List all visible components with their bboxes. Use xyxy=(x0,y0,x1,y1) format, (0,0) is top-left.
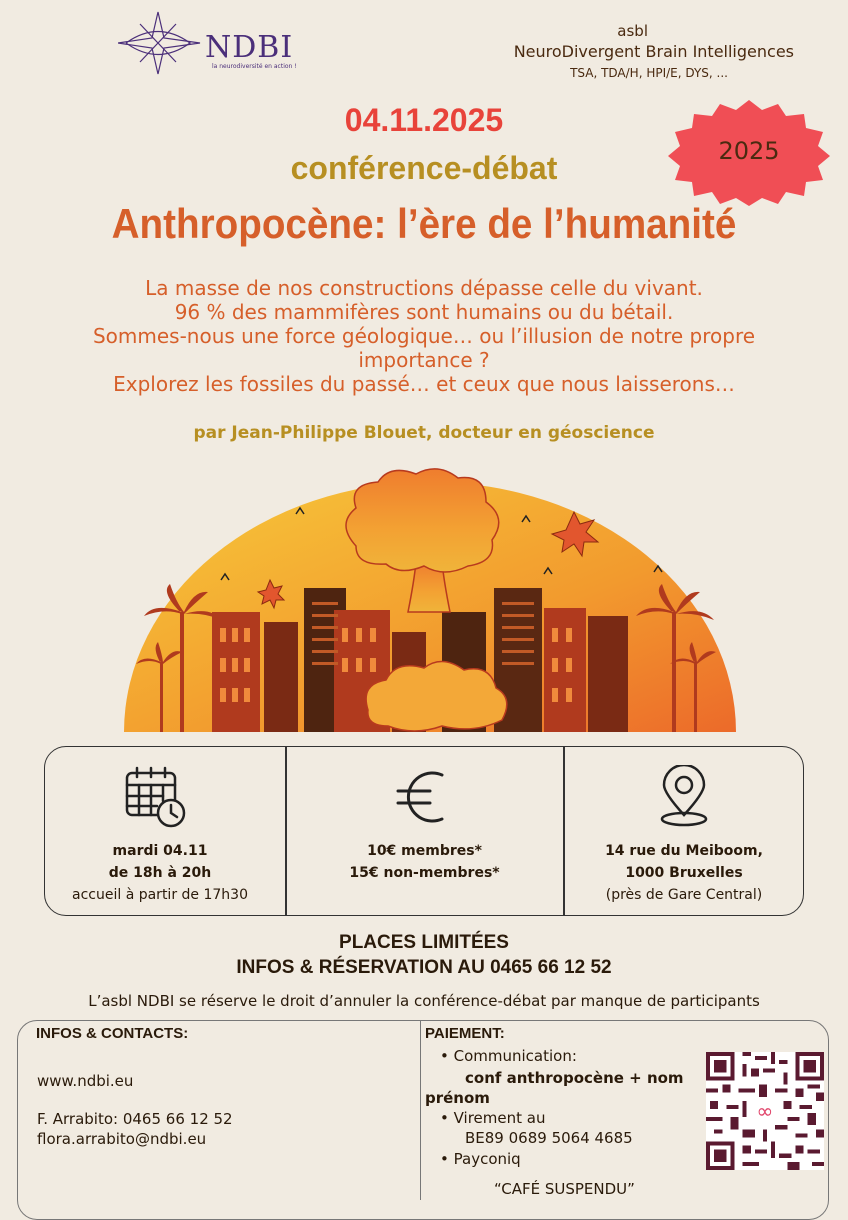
price-members: 10€ membres* xyxy=(367,843,482,859)
org-name: NeuroDivergent Brain Intelligences xyxy=(513,42,794,61)
address-city: 1000 Bruxelles xyxy=(625,865,743,881)
location-pin-icon xyxy=(652,765,716,829)
panel-divider xyxy=(420,1020,421,1200)
address-street: 14 rue du Meiboom, xyxy=(605,843,763,859)
booking-info xyxy=(0,930,848,980)
event-type: conférence-débat xyxy=(290,150,558,186)
price-column xyxy=(286,747,563,914)
contact-phone: F. Arrabito: 0465 66 12 52 xyxy=(37,1110,233,1128)
payment-item: • Payconiq xyxy=(440,1150,521,1168)
svg-text:∞: ∞ xyxy=(756,1098,774,1123)
cafe-suspendu: “CAFÉ SUSPENDU” xyxy=(494,1180,635,1198)
payment-communication: conf anthropocène + nom xyxy=(465,1069,684,1087)
payment-item-label: Virement au xyxy=(453,1109,546,1127)
limited-places: PLACES LIMITÉES xyxy=(339,932,509,953)
event-date: 04.11.2025 xyxy=(344,102,504,138)
logo-tagline: la neurodiversité en action ! xyxy=(212,63,297,70)
event-title: Anthropocène: l’ère de l’humanité xyxy=(111,200,737,247)
year-badge-label: 2025 xyxy=(718,137,780,165)
event-details-panel xyxy=(44,746,804,916)
calendar-clock-icon xyxy=(123,765,187,829)
org-subtitle: TSA, TDA/H, HPI/E, DYS, ... xyxy=(570,66,728,80)
bank-account: BE89 0689 5064 4685 xyxy=(465,1129,633,1147)
contact-email[interactable]: flora.arrabito@ndbi.eu xyxy=(37,1130,207,1148)
payment-item: • Virement au xyxy=(440,1109,546,1127)
contacts-heading: INFOS & CONTACTS: xyxy=(36,1025,189,1042)
event-welcome-time: accueil à partir de 17h30 xyxy=(72,887,248,903)
description-line: Explorez les fossiles du passé… et ceux que nous laisserons… xyxy=(113,372,735,396)
address-note: (près de Gare Central) xyxy=(605,887,763,903)
event-description xyxy=(20,276,828,396)
description-line: importance ? xyxy=(358,348,490,372)
event-day: mardi 04.11 xyxy=(112,843,208,859)
qr-code-icon xyxy=(706,1052,824,1170)
description-line: 96 % des mammifères sont humains ou du bétail. xyxy=(174,300,674,324)
reservation-phone: INFOS & RÉSERVATION AU 0465 66 12 52 xyxy=(236,957,612,978)
org-type: asbl xyxy=(617,22,648,40)
payment-item-label: Communication: xyxy=(453,1047,577,1065)
speaker: par Jean-Philippe Blouet, docteur en géoscience xyxy=(193,423,655,443)
payment-item-label: Payconiq xyxy=(453,1150,521,1168)
event-time: de 18h à 20h xyxy=(108,865,212,881)
logo-wordmark: NDBI xyxy=(205,30,294,65)
website-link[interactable]: www.ndbi.eu xyxy=(37,1072,134,1090)
payment-item: • Communication: xyxy=(440,1047,577,1065)
description-line: Sommes-nous une force géologique… ou l’illusion de notre propre xyxy=(92,324,756,348)
price-non-members: 15€ non-membres* xyxy=(349,865,500,881)
city-explosion-illustration xyxy=(124,462,736,746)
description-line: La masse de nos constructions dépasse celle du vivant. xyxy=(145,276,703,300)
payment-communication-cont: prénom xyxy=(425,1089,490,1107)
when-column xyxy=(35,747,285,914)
location-column xyxy=(564,747,804,914)
payment-heading: PAIEMENT: xyxy=(425,1025,505,1042)
cancellation-notice: L’asbl NDBI se réserve le droit d’annuler la conférence-débat par manque de participants xyxy=(88,992,760,1010)
euro-icon xyxy=(392,765,456,829)
